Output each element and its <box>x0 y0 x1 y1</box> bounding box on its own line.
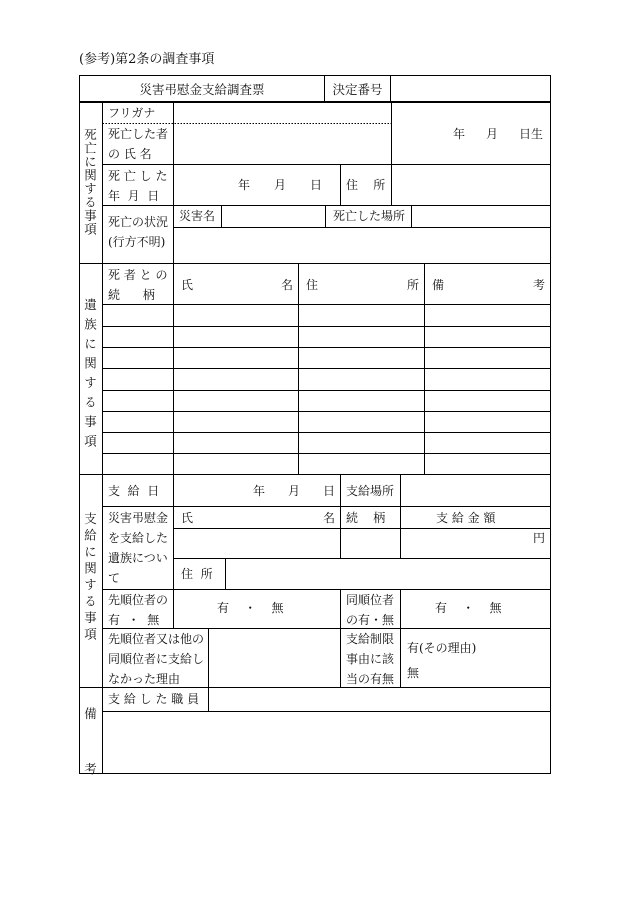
form-title: 災害弔慰金支給調査票 <box>79 75 325 102</box>
payment-date-label: 支 給 日 <box>108 484 160 498</box>
remarks-section-label: 備 考 <box>82 707 98 789</box>
relation-to-deceased-label: 死 者 と の 続 柄 <box>108 268 168 302</box>
restriction-yes-label[interactable]: 有(その理由) <box>407 641 477 655</box>
family-section-label: 遺族に関する事項 <box>82 298 98 454</box>
birth-year-label: 年 <box>453 127 466 141</box>
amount-unit-label: 円 <box>533 531 546 545</box>
form-heading: (参考)第2条の調査事項 <box>79 52 215 67</box>
death-situation-label: 死亡の状況 (行方不明) <box>108 215 169 249</box>
recipient-address-label: 住 所 <box>181 567 213 581</box>
recipient-name-header-right: 名 <box>323 511 336 525</box>
death-section-label: 死亡に関する事項 <box>82 128 98 236</box>
same-rank-person-label: 同順位者 の有・無 <box>346 593 395 627</box>
restriction-no-label[interactable]: 無 <box>407 666 420 680</box>
family-remarks-header-right: 考 <box>533 278 546 292</box>
family-address-header-left: 住 <box>306 278 319 292</box>
deceased-name-label: 死亡した者 の 氏 名 <box>108 127 169 161</box>
recipient-relation-label: 続 柄 <box>346 511 386 525</box>
same-rank-person-choice[interactable]: 有 ・ 無 <box>435 601 502 615</box>
payment-month-label: 月 <box>288 484 301 498</box>
death-day-label: 日 <box>310 178 323 192</box>
family-name-header-left: 氏 <box>181 278 194 292</box>
family-remarks-header-left: 備 <box>432 278 445 292</box>
family-address-header-right: 所 <box>407 278 420 292</box>
death-month-label: 月 <box>274 178 287 192</box>
priority-person-choice[interactable]: 有 ・ 無 <box>217 601 284 615</box>
death-date-label: 死 亡 し た 年 月 日 <box>108 169 168 203</box>
not-paid-reason-label: 先順位者又は他の 同順位者に支給し なかった理由 <box>108 632 205 686</box>
family-name-header-right: 名 <box>281 278 294 292</box>
recipient-name-header-left: 氏 <box>181 511 194 525</box>
furigana-label: フリガナ <box>108 106 156 120</box>
address-label: 住 所 <box>346 178 386 192</box>
birth-month-label: 月 <box>486 127 499 141</box>
restriction-reason-label: 支給制限 事由に該 当の有無 <box>346 632 395 686</box>
paying-staff-label: 支 給 し た 職 員 <box>108 692 200 706</box>
payment-day-label: 日 <box>323 484 336 498</box>
decision-number-label: 決定番号 <box>325 75 391 102</box>
payment-place-label: 支給場所 <box>346 484 395 498</box>
disaster-name-label: 災害名 <box>179 209 216 223</box>
priority-person-label: 先順位者の 有 ・ 無 <box>108 593 169 627</box>
payment-amount-label: 支 給 金 額 <box>436 511 496 525</box>
place-of-death-label: 死亡した場所 <box>333 209 406 223</box>
birth-day-label: 日生 <box>519 127 544 141</box>
payment-section-label: 支給に関する事項 <box>82 512 98 644</box>
death-year-label: 年 <box>238 178 251 192</box>
payment-year-label: 年 <box>253 484 266 498</box>
recipient-family-label: 災害弔慰金 を支給した 遺族につい て <box>108 511 169 585</box>
